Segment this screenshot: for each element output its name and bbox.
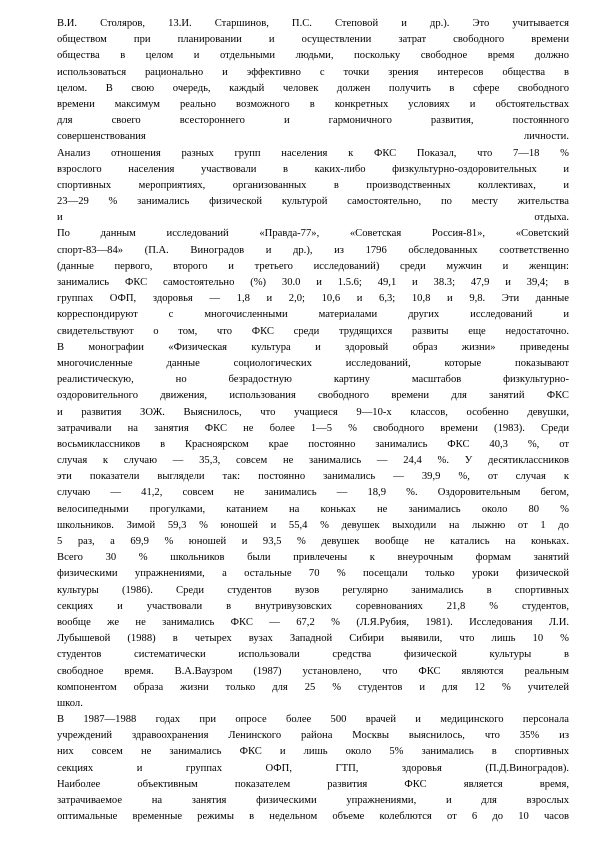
text-line: учреждений здравоохранения Ленинского района Москвы выяснилось, что 35% из	[57, 730, 569, 742]
text-line: для своего всестороннего и гармоничного развития, постоянного	[57, 115, 569, 127]
text-line: В 1987—1988 годах при опросе более 500 врачей и медицинского персонала	[57, 714, 569, 726]
text-line: (данные первого, второго и третьего исследований) среди мужчин и женщин:	[57, 260, 569, 272]
text-line: многочисленные данные социологических исследований, которые показывают	[57, 357, 569, 369]
text-line: эти показатели выглядели так: постоянно занимались — 39,9 %, от случая к	[57, 471, 569, 483]
text-line: свидетельствуют о том, что ФКС среди трудящихся развиты еще недостаточно.	[57, 325, 569, 337]
text-line: В монографии «Физическая культура и здоровый образ жизни» приведены	[57, 341, 569, 353]
text-line: 23—29 % занимались физической культурой самостоятельно, по месту жительства	[57, 196, 569, 208]
text-line: секциях и участвовали в внутривузовских соревнованиях 21,8 % студентов,	[57, 600, 569, 612]
text-line: использоваться рационально и эффективно с точки зрения интересов общества в	[57, 66, 569, 78]
text-line: школ.	[57, 697, 83, 709]
text-line: оздоровительного движения, использования свободного времени для занятий ФКС	[57, 390, 569, 402]
text-line: целом. В свою очередь, каждый человек должен получить в сфере свободного	[57, 82, 569, 94]
document-text	[57, 16, 569, 825]
text-line: культуры (1986). Среди студентов вузов регулярно занимались в спортивных	[57, 584, 569, 596]
text-line: По данным исследований «Правда-77», «Советская Россия-81», «Советский	[57, 228, 569, 240]
text-line: секциях и группах ОФП, ГТП, здоровья (П.Д.Виноградов).	[57, 762, 569, 774]
text-line: реалистическую, но безрадостную картину масштабов физкультурно-	[57, 374, 569, 386]
text-line: восьмиклассников в Красноярском крае постоянно занимались ФКС 40,3 %, от	[57, 438, 569, 450]
text-line: взрослого населения участвовали в каких-либо физкультурно-оздоровительных и	[57, 163, 569, 175]
text-line: времени максимум реально возможного в конкретных условиях и обстоятельствах	[57, 98, 569, 110]
text-line: вообще же не занимались ФКС — 67,2 % (Л.Я.Рубия, 1981). Исследования Л.И.	[57, 616, 569, 628]
text-line: школьников. Зимой 59,3 % юношей и 55,4 % девушек выходили на лыжню от 1 до	[57, 519, 569, 531]
text-line: В.И. Столяров, 13.И. Старшинов, П.С. Степовой и др.). Это учитывается	[57, 18, 569, 29]
text-line: спортивных мероприятиях, организованных в производственных коллективах, и	[57, 179, 569, 191]
text-line: и отдыха.	[57, 212, 569, 224]
text-line: и развития ЗОЖ. Выяснилось, что учащиеся 9—10-х классов, особенно девушки,	[57, 406, 569, 418]
text-line: студентов систематически использовали средства физической культуры в	[57, 649, 569, 661]
text-line: 5 раз, а 69,9 % юношей и 93,5 % девушек вообще не катались на коньках.	[57, 536, 569, 547]
text-line: спорт-83—84» (П.А. Виноградов и др.), из 1796 обследованных соответственно	[57, 244, 569, 256]
text-line: случаю — 41,2, совсем не занимались — 18,9 %. Оздоровительным бегом,	[57, 487, 569, 499]
text-line: оптимальные временные режимы в недельном объеме колеблются от 6 до 10 часов	[57, 811, 569, 823]
text-line: затрачиваемое на занятия физическими упражнениями, и для взрослых	[57, 795, 569, 806]
text-line: Анализ отношения разных групп населения к ФКС Показал, что 7—18 %	[57, 147, 569, 159]
text-line: корреспондируют с многочисленными материалами других исследований и	[57, 309, 569, 321]
text-line: случая к случаю — 35,3, совсем не занимались — 24,4 %. У десятиклассников	[57, 455, 569, 467]
text-line: велосипедными прогулками, катанием на коньках не занимались около 80 %	[57, 503, 569, 515]
text-line: совершенствования личности.	[57, 131, 569, 143]
text-line: Наиболее объективным показателем развития ФКС является время,	[57, 778, 569, 790]
text-line: общества в целом и отдельными людьми, поскольку свободное время должно	[57, 50, 569, 62]
text-line: физическими упражнениями, а остальные 70 % посещали только уроки физической	[57, 568, 569, 580]
text-line: занимались ФКС самостоятельно (%) 30.0 и 1.5.6; 49,1 и 38.3; 47,9 и 39,4; в	[57, 277, 569, 288]
text-line: Всего 30 % школьников были привлечены к внеурочным формам занятий	[57, 552, 569, 564]
text-line: свободное время. В.А.Ваузром (1987) установлено, что ФКС являются реальным	[57, 665, 569, 677]
text-line: компонентом образа жизни только для 25 % студентов и для 12 % учителей	[57, 681, 569, 693]
text-line: затрачивали на занятия ФКС не более 1—5 % свободного времени (1983). Среди	[57, 422, 569, 434]
text-line: группах ОФП, здоровья — 1,8 и 2,0; 10,6 и 6,3; 10,8 и 9,8. Эти данные	[57, 293, 569, 305]
text-line: них совсем не занимались ФКС и лишь около 5% занимались в спортивных	[57, 746, 569, 758]
text-line: обществом при планировании и осуществлении затрат свободного времени	[57, 34, 569, 46]
text-line: Лубышевой (1988) в четырех вузах Западной Сибири выявили, что лишь 10 %	[57, 633, 569, 645]
